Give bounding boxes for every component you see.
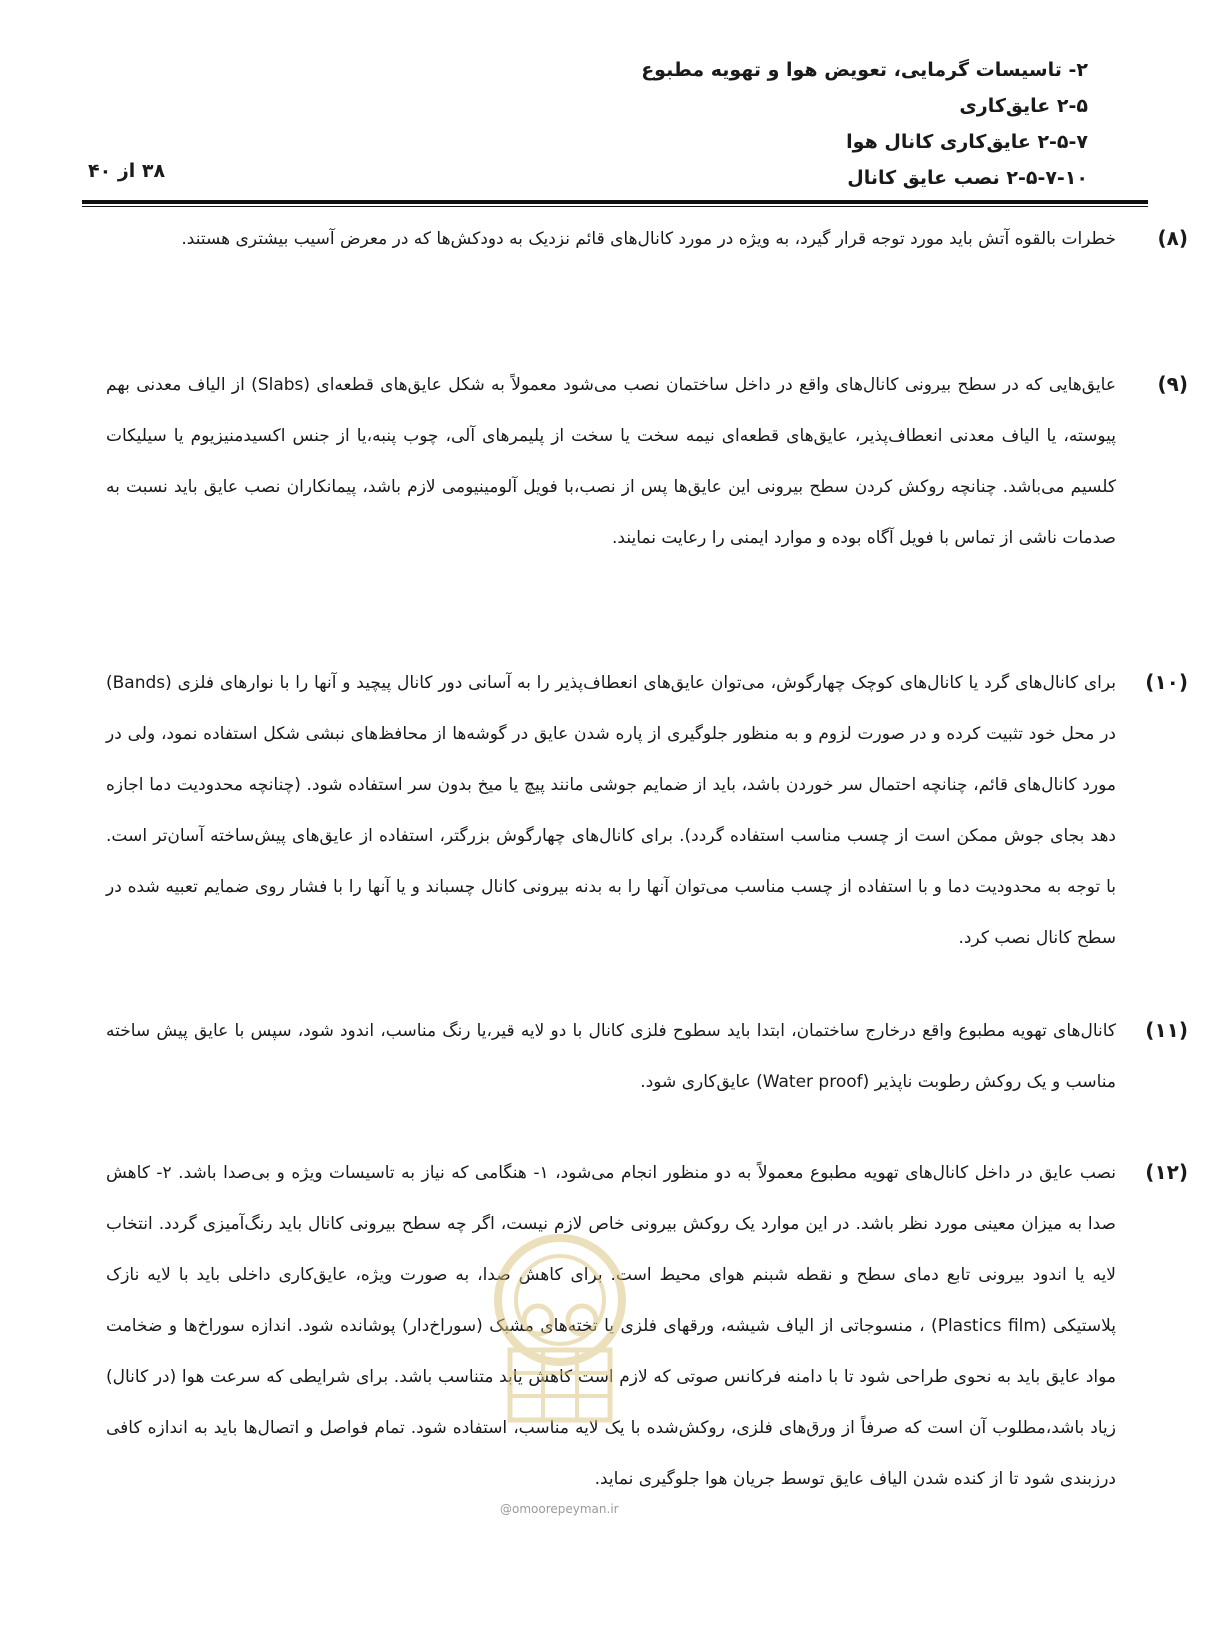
- page-number: ۳۸ از ۴۰: [88, 160, 166, 182]
- paragraph-number: (۹): [1157, 372, 1188, 396]
- paragraph-8: [0, 226, 1228, 336]
- header-line-section: ۲-۵ عایق‌کاری: [959, 95, 1088, 117]
- header-divider-thin: [82, 206, 1148, 207]
- section-header: [188, 52, 1088, 196]
- paragraph-text: عایق‌هایی که در سطح بیرونی کانال‌های واقع در داخل ساختمان نصب می‌شود معمولاً به شکل عایق‌های قطعه‌ای (Slabs) از الیاف معدنی بهم پیوسته، یا الیاف معدنی انعطاف‌پذیر، عایق‌های قطعه‌ای نیمه سخت یا سخت از پلیمرهای آلی، چوب پنبه،یا از جنس اکسیدمنیزیوم یا سیلیکات کلسیم می‌باشد. چنانچه روکش کردن سطح بیرونی این عایق‌ها پس از نصب،با فویل آلومینیومی لازم باشد، پیمانکاران نصب عایق باید نسبت به صدمات ناشی از تماس با فویل آگاه بوده و موارد ایمنی را رعایت نمایند.: [106, 375, 1116, 548]
- paragraph-text: نصب عایق در داخل کانال‌های تهویه مطبوع معمولاً به دو منظور انجام می‌شود، ۱- هنگامی که نیاز به تاسیسات ویژه و بی‌صدا باشد. ۲- کاهش صدا به میزان معینی مورد نظر باشد. در این موارد یک روکش بیرونی خاص لازم نیست، اگر چه سطح بیرونی کانال باید رنگ‌آمیزی گردد. انتخاب لایه یا اندود بیرونی تابع دمای سطح و نقطه شبنم هوای محیط است. برای کاهش صدا، به صورت ویژه، عایق‌کاری داخلی باید با لایه نازک پلاستیکی (Plastics film) ، منسوجاتی از الیاف شیشه، ورقهای فلزی یا تخته‌های مشبک (سوراخ‌دار) پوشانده شود. اندازه سوراخ‌ها و ضخامت مواد عایق باید به نحوی طراحی شود تا با دامنه فرکانس صوتی که لازم است کاهش یابد متناسب باشد. برای شرایطی که سرعت هوا (در کانال) زیاد باشد،مطلوب آن است که صرفاً از ورق‌های فلزی، روکش‌شده با یک لایه مناسب، استفاده شود. تمام فواصل و اتصال‌ها باید به اندازه کافی درزبندی شود تا از کنده شدن الیاف عایق توسط جریان هوا جلوگیری نماید.: [106, 1163, 1117, 1489]
- watermark-logo-icon: [470, 1230, 650, 1430]
- paragraph-number: (۸): [1157, 226, 1188, 250]
- header-line-subsection: ۲-۵-۷ عایق‌کاری کانال هوا: [846, 131, 1088, 153]
- header-line-chapter: ۲- تاسیسات گرمایی، تعویض هوا و تهویه مطبوع: [641, 59, 1088, 81]
- paragraph-9: [0, 372, 1228, 632]
- header-line-topic: ۲-۵-۷-۱۰ نصب عایق کانال: [847, 167, 1088, 189]
- header-divider-thick: [82, 200, 1148, 204]
- paragraph-text: کانال‌های تهویه مطبوع واقع درخارج ساختمان، ابتدا باید سطوح فلزی کانال با دو لایه قیر،یا رنگ مناسب، اندود شود، سپس با عایق پیش ساخته مناسب و یک روکش رطوبت ناپذیر (Water proof) عایق‌کاری شود.: [106, 1021, 1116, 1092]
- paragraph-11: [0, 1018, 1228, 1128]
- paragraph-10: [0, 670, 1228, 980]
- paragraph-text: برای کانال‌های گرد یا کانال‌های کوچک چهارگوش، می‌توان عایق‌های انعطاف‌پذیر را به آسانی دور کانال پیچید و آنها را با نوارهای فلزی (Bands) در محل خود تثبیت کرده و در صورت لزوم و به منظور جلوگیری از پاره شدن عایق در گوشه‌ها از محافظ‌های نبشی شکل استفاده نمود، ولی در مورد کانال‌های قائم، چنانچه احتمال سر خوردن باشد، باید از ضمایم جوشی مانند پیچ یا میخ بدون سر استفاده شود. (چنانچه محدودیت دما اجازه دهد بجای جوش ممکن است از چسب مناسب استفاده گردد). برای کانال‌های چهارگوش بزرگتر، استفاده از عایق‌های پیش‌ساخته آسان‌تر است. با توجه به محدودیت دما و با استفاده از چسب مناسب می‌توان آنها را به بدنه بیرونی کانال چسباند و یا آنها را با فشار روی ضمایم تعبیه شده در سطح کانال نصب کرد.: [106, 673, 1116, 948]
- paragraph-number: (۱۰): [1145, 670, 1188, 694]
- watermark-url: @omoorepeyman.ir: [500, 1502, 619, 1516]
- paragraph-number: (۱۲): [1145, 1160, 1188, 1184]
- paragraph-text: خطرات بالقوه آتش باید مورد توجه قرار گیرد، به ویژه در مورد کانال‌های قائم نزدیک به دودکش‌ها که در معرض آسیب بیشتری هستند.: [181, 229, 1116, 249]
- paragraph-number: (۱۱): [1145, 1018, 1188, 1042]
